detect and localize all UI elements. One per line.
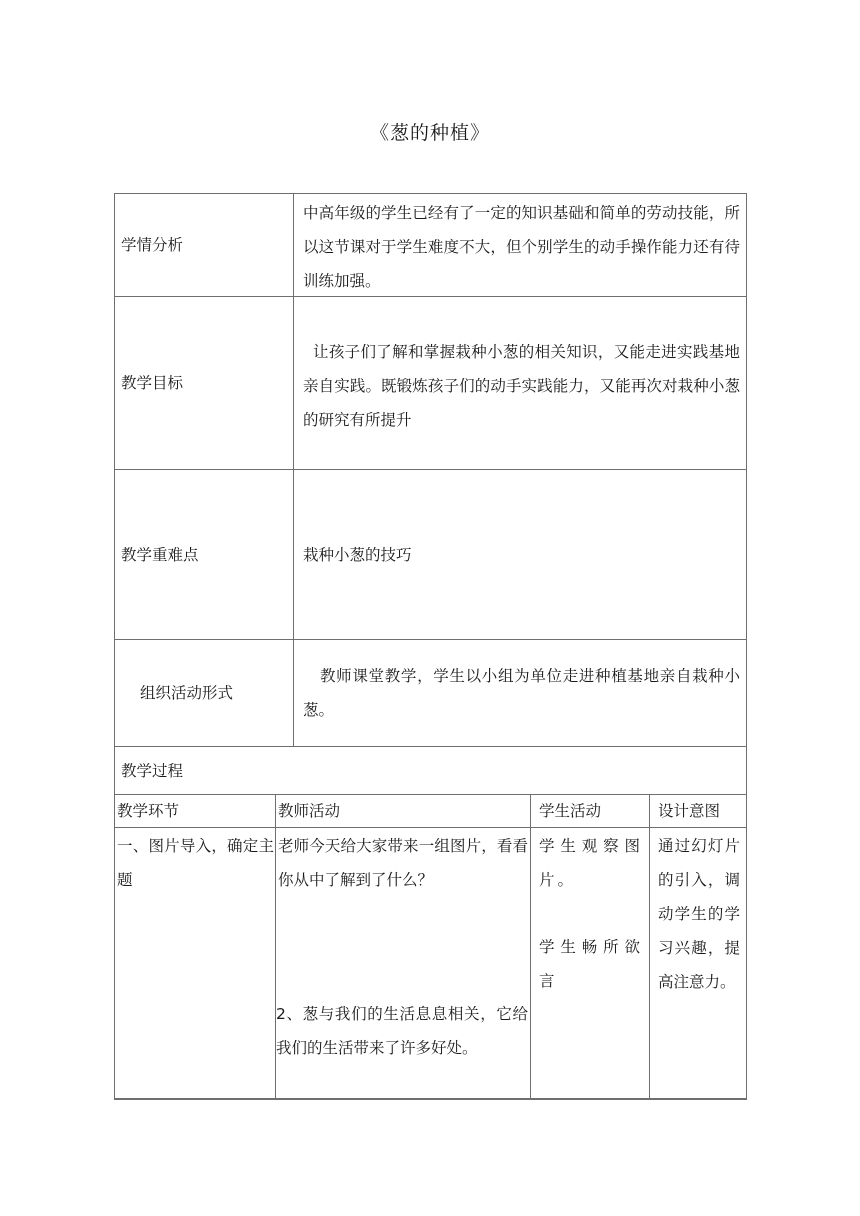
teacher-activity-2: 2、葱与我们的生活息息相关，它给我们的生活带来了许多好处。 [276, 1005, 528, 1057]
process-heading: 教学过程 [121, 761, 184, 780]
row-content-activity-form: 教师课堂教学，学生以小组为单位走进种植基地亲自栽种小葱。 [303, 667, 740, 719]
row-label-teaching-goals: 教学目标 [121, 374, 184, 392]
column-header-stage: 教学环节 [117, 802, 180, 820]
teacher-activity-1: 老师今天给大家带来一组图片，看看你从中了解到了什么？ [278, 837, 528, 889]
column-header-design-intent: 设计意图 [658, 802, 721, 820]
stage-cell: 一、图片导入，确定主题 [117, 837, 274, 889]
column-header-student-activity: 学生活动 [539, 802, 602, 820]
design-intent: 通过幻灯片的引入，调动学生的学习兴趣，提高注意力。 [658, 837, 740, 991]
row-content-learning-analysis: 中高年级的学生已经有了一定的知识基础和简单的劳动技能，所以这节课对于学生难度不大，但个别学生的动手操作能力还有待训练加强。 [303, 204, 740, 290]
row-content-teaching-goals: 让孩子们了解和掌握栽种小葱的相关知识，又能走进实践基地亲自实践。既锻炼孩子们的动手实践能力，又能再次对栽种小葱的研究有所提升 [303, 343, 740, 429]
document-title: 《葱的种植》 [369, 122, 490, 144]
row-label-key-points: 教学重难点 [121, 545, 199, 564]
row-label-learning-analysis: 学情分析 [121, 236, 184, 254]
column-header-teacher-activity: 教师活动 [278, 802, 341, 820]
row-label-activity-form: 组织活动形式 [140, 684, 234, 702]
row-content-key-points: 栽种小葱的技巧 [303, 545, 412, 564]
student-activity-1: 学生观察图片。 [539, 837, 643, 889]
student-activity-2: 学生畅所欲言 [539, 938, 643, 990]
